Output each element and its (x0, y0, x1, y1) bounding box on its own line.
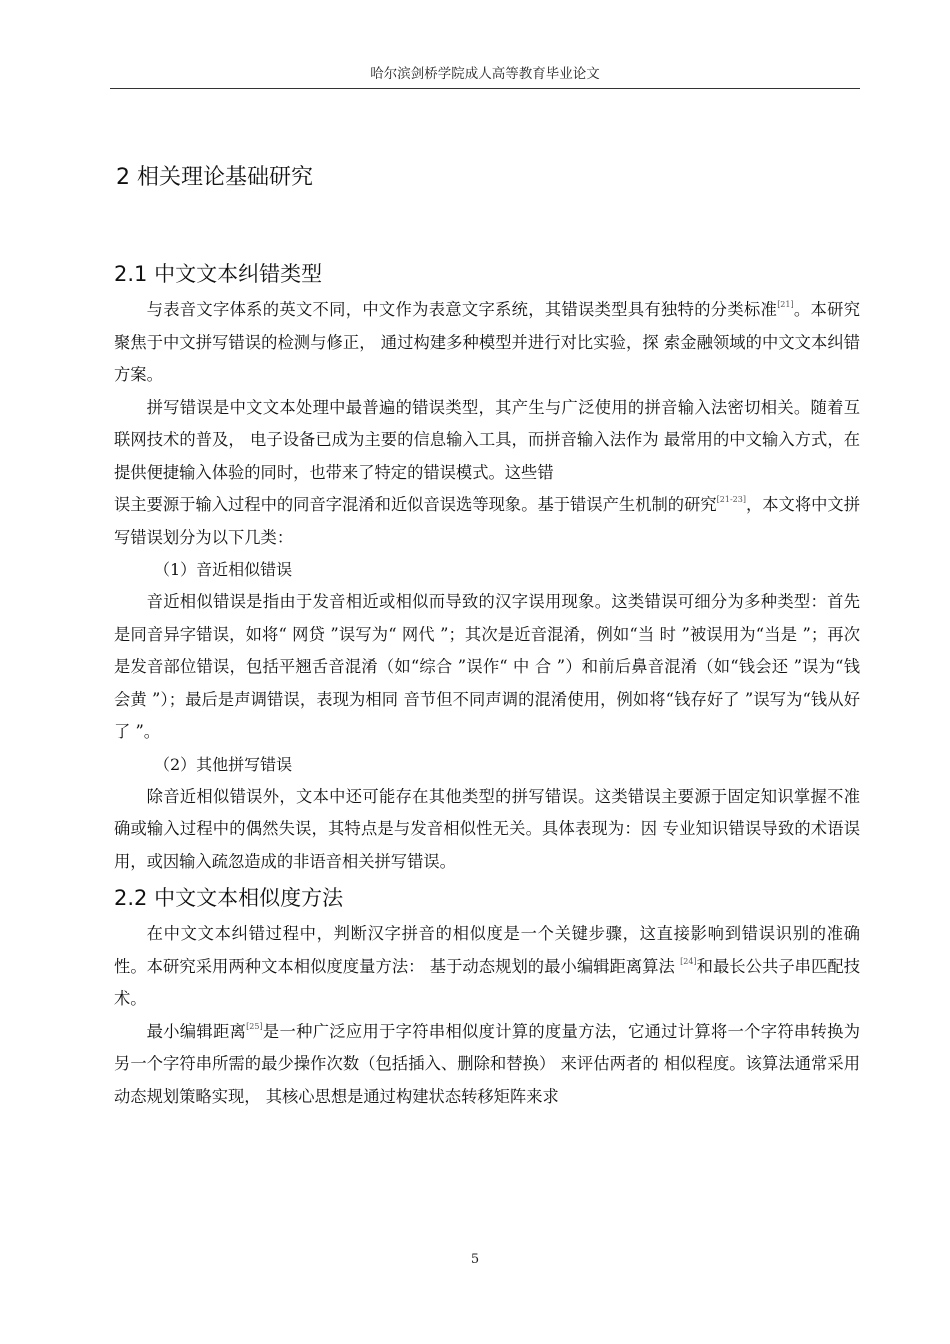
paragraph (114, 1016, 860, 1114)
paragraph (114, 489, 860, 554)
citation: [25] (246, 1021, 263, 1031)
paragraph: 音近相似错误是指由于发音相近或相似而导致的汉字误用现象。这类错误可细分为多种类型：首先是同音异字错误，如将“ 网贷 ”误写为“ 网代 ”；其次是近音混淆，例如“当 时 ”被误用为“当是 ”；再次是发音部位错误，包括平翘舌音混淆（如“综合 ”误作“ 中 合 ”）和前后鼻音混淆（如“钱会还 ”误为“钱会黄 ”）；最后是声调错误，表现为相同 音节但不同声调的混淆使用，例如将“钱存好了 ”误写为“钱从好了 ”。 (114, 592, 860, 741)
section-heading-2-2: 2.2 中文文本相似度方法 (114, 886, 344, 910)
paragraph (114, 918, 860, 1016)
text-run: 拼写错误是中文文本处理中最普遍的错误类型，其产生与广泛使用的拼音输入法密切相关。随着互联网技术的普及， 电子设备已成为主要的信息输入工具，而拼音输入法作为 最常用的中文输入方式，在提供便捷输入体验的同时，也带来了特定的错误模式。这些错 (114, 397, 860, 482)
citation: [24] (680, 956, 697, 966)
text-run: 误主要源于输入过程中的同音字混淆和近似音误选等现象。基于错误产生机制的研究 (114, 495, 717, 514)
page-number: 5 (470, 1252, 480, 1267)
text-run: 最小编辑距离 (146, 1021, 247, 1041)
paragraph: 除音近相似错误外，文本中还可能存在其他类型的拼写错误。这类错误主要源于固定知识掌握不准确或输入过程中的偶然失误，其特点是与发音相似性无关。具体表现为：因 专业知识错误导致的术语误用，或因输入疏忽造成的非语音相关拼写错误。 (114, 786, 860, 871)
paragraph (114, 392, 860, 490)
page-body (114, 160, 860, 1113)
text-run: 与表音文字体系的英文不同，中文作为表意文字系统，其错误类型具有独特的分类标准 (146, 300, 778, 319)
citation: [21-23] (716, 495, 746, 504)
running-header: 哈尔滨剑桥学院成人高等教育毕业论文 (110, 62, 860, 89)
text-run: ，本文将中文拼写错误划分为以下几类： (114, 495, 860, 547)
chapter-title: 2 相关理论基础研究 (116, 165, 313, 190)
citation: [21] (777, 300, 794, 309)
text-run: 。本研究聚焦于中文拼写错误的检测与修正， 通过构建多种模型并进行对比实验，探 索金融领域的中文文本纠错方案。 (114, 300, 860, 384)
text-run: 是一种广泛应用于字符串相似度计算的度量方法，它通过计算将一个字符串转换为另一个字符串所需的最少操作次数（包括插入、删除和替换） 来评估两者的 相似程度。该算法通常采用动态规划策略实现， 其核心思想是通过构建状态转移矩阵来求 (114, 1021, 860, 1106)
section-heading-2-1: 2.1 中文文本纠错类型 (114, 262, 323, 286)
text-run: 在中文文本纠错过程中，判断汉字拼音的相似度是一个关键步骤，这直接影响到错误识别的准确性。本研究采用两种文本相似度度量方法： 基于动态规划的最小编辑距离算法 (114, 924, 860, 976)
text-run: 和最长公共子串匹配技术。 (114, 956, 860, 1008)
list-item-heading: （2）其他拼写错误 (154, 754, 293, 774)
list-item-heading: （1）音近相似错误 (154, 560, 293, 579)
paragraph (114, 294, 860, 392)
